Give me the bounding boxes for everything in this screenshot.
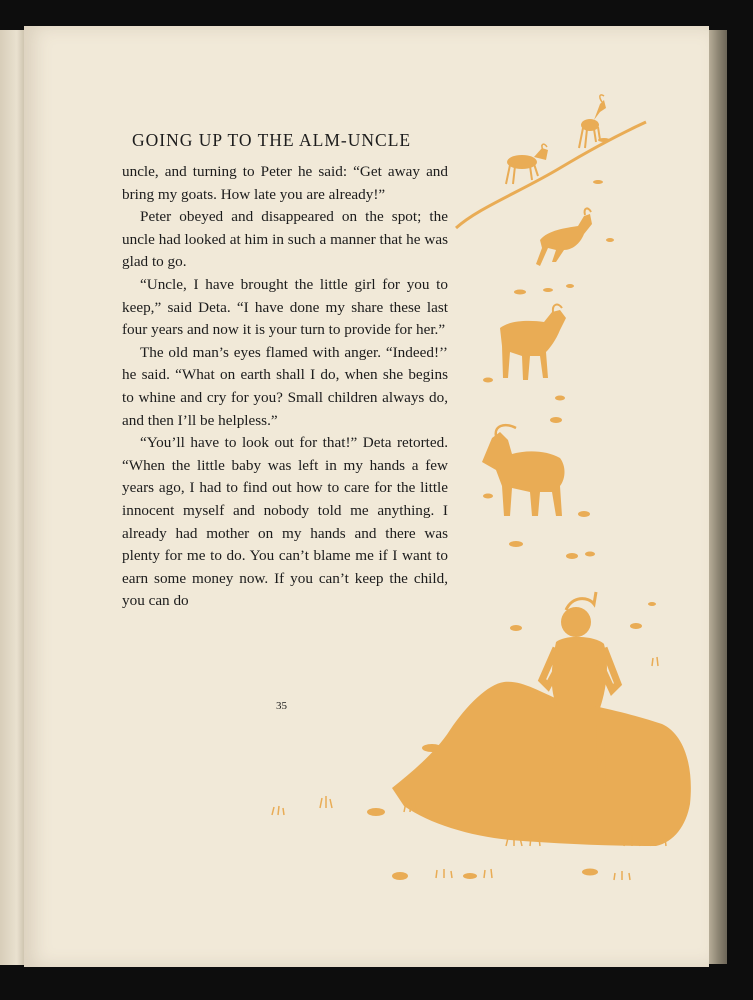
paragraph-4: The old man’s eyes flamed with anger. “Indeed!’’ he said. “What on earth shall I do, when she begins to whine and cry for you? Small children always do, and then I’ll be helpless.”	[122, 343, 448, 429]
large-goat-icon	[482, 425, 565, 516]
rock-icon	[392, 682, 691, 846]
paragraph-1: uncle, and turning to Peter he said: “Get away and bring my goats. How late you are already!”	[122, 163, 448, 203]
hill-ridge-line	[456, 122, 646, 228]
running-head: GOING UP TO THE ALM-UNCLE	[132, 130, 412, 150]
standing-goat-icon	[500, 305, 566, 380]
paragraph-3: “Uncle, I have brought the little girl for you to keep,” said Deta. “I have done my share these last four years and now it is your turn to provide for her.”	[122, 275, 448, 339]
page-number: 35	[276, 700, 287, 712]
leaping-goat-icon	[536, 208, 592, 266]
paragraph-5: “You’ll have to look out for that!” Deta retorted. “When the little baby was left in my hands a few years ago, I had to find out how to care for the little innocent myself and nobody told me anything. I already had mother on my hands and there was plenty for me to do. You can’t blame me if I want to earn some money now. If you can’t keep the child, you can do	[122, 434, 448, 610]
paragraph-2: Peter obeyed and disappeared on the spot; the uncle had looked at him in such a manner that he was glad to go.	[122, 208, 448, 271]
